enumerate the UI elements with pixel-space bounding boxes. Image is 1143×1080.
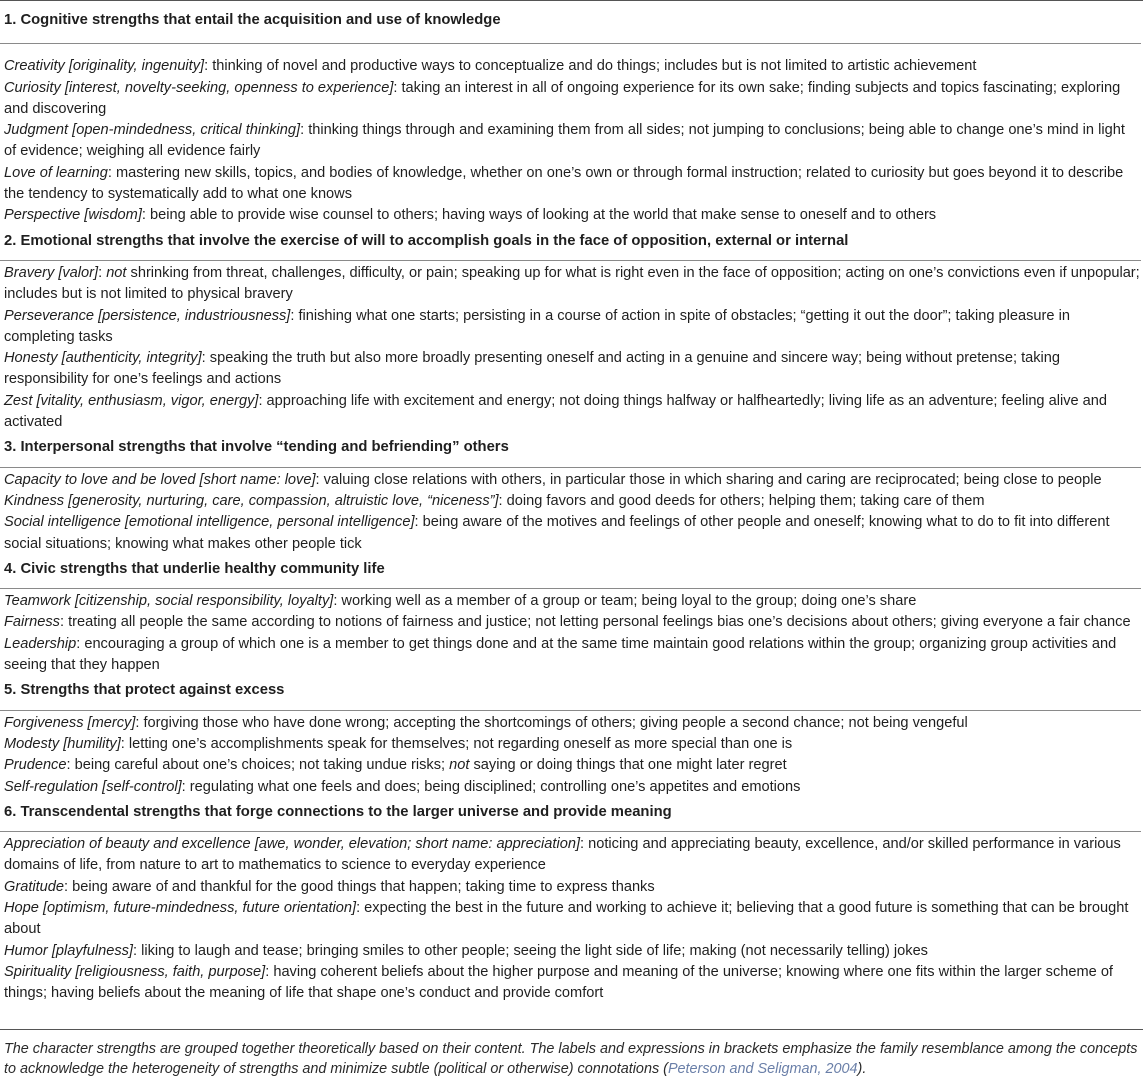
- strength-entry: [4, 634, 1141, 677]
- strength-name: Hope: [4, 899, 39, 916]
- strength-entry: [4, 713, 1141, 734]
- strength-description: : liking to laugh and tease; bringing smiles to other people; seeing the light side of life; making (not necessarily telling) jokes: [132, 942, 928, 959]
- strength-description: : valuing close relations with others, in particular those in which sharing and caring are reciprocated; being close to people: [315, 471, 1102, 488]
- strength-aliases: [vitality, enthusiasm, vigor, energy]: [32, 392, 259, 409]
- strength-entry: [4, 120, 1141, 163]
- footnote-text: The character strengths are grouped together theoretically based on their content. The labels and expressions in brackets emphasize the family resemblance among the concepts to acknowledge the heterogeneity of strengths and minimize subtle (political or otherwise) connotations (: [4, 1041, 1138, 1077]
- strength-entry: [4, 591, 1141, 612]
- strength-entry: [4, 263, 1141, 306]
- strength-description: : speaking the truth but also more broadly presenting oneself and acting in a genuine and sincere way; being without pretense; taking responsibility for one’s feelings and actions: [4, 350, 1061, 388]
- strength-entry: [4, 898, 1141, 941]
- strength-entry: [4, 777, 1141, 798]
- strength-section: [4, 678, 1141, 799]
- footnote-end: ).: [857, 1061, 867, 1077]
- strength-description: : being aware of and thankful for the good things that happen; taking time to express thanks: [64, 878, 655, 895]
- strength-entry: [4, 348, 1141, 391]
- strength-section: [4, 0, 1141, 229]
- strength-aliases: [short name: love]: [195, 471, 316, 488]
- strength-name: Zest: [4, 392, 33, 409]
- strength-description-lead: :: [98, 264, 107, 281]
- strength-entry: [4, 612, 1141, 633]
- strength-name: Teamwork: [4, 593, 71, 610]
- strength-name: Fairness: [4, 614, 60, 631]
- strength-description: : doing favors and good deeds for others; helping them; taking care of them: [498, 492, 985, 509]
- strength-entry: [4, 734, 1141, 755]
- character-strengths-table: [4, 0, 1141, 1006]
- strength-aliases: [interest, novelty-seeking, openness to experience]: [60, 79, 394, 96]
- strength-name: Modesty: [4, 735, 60, 752]
- strength-section: [4, 229, 1141, 436]
- section-heading: 3. Interpersonal strengths that involve “tending and befriending” others: [0, 435, 1141, 467]
- section-heading: 4. Civic strengths that underlie healthy community life: [0, 557, 1141, 589]
- strength-aliases: [mercy]: [83, 714, 136, 731]
- strength-aliases: [optimism, future-mindedness, future orientation]: [38, 899, 357, 916]
- strength-aliases: [authenticity, integrity]: [57, 350, 202, 367]
- strength-name: Kindness: [4, 492, 65, 509]
- strength-name: Spirituality: [4, 963, 72, 980]
- strength-aliases: [awe, wonder, elevation; short name: appreciation]: [250, 836, 581, 853]
- strength-description-lead: : being careful about one’s choices; not taking undue risks;: [66, 757, 450, 774]
- section-items: [4, 832, 1141, 1006]
- strength-description: : regulating what one feels and does; being disciplined; controlling one’s appetites and emotions: [181, 778, 801, 795]
- strength-name: Judgment: [4, 122, 69, 139]
- section-items: [4, 261, 1141, 435]
- strength-aliases: [humility]: [59, 735, 121, 752]
- strength-description: : having coherent beliefs about the higher purpose and meaning of the universe; knowing where one fits within the larger scheme of things; having beliefs about the meaning of life that shape one’s conduct and provide comfort: [4, 963, 1113, 1002]
- strength-description: : noticing and appreciating beauty, excellence, and/or skilled performance in various domains of life, from nature to art to mathematics to science to everyday experience: [4, 836, 1121, 874]
- strength-aliases: [originality, ingenuity]: [64, 58, 205, 75]
- strength-name: Bravery: [4, 264, 55, 281]
- strength-name: Perseverance: [4, 307, 95, 324]
- strength-aliases: [emotional intelligence, personal intelligence]: [120, 514, 415, 531]
- strength-description: : expecting the best in the future and working to achieve it; believing that a good future is something that can be brought about: [4, 899, 1129, 938]
- strength-entry: [4, 56, 1141, 77]
- strength-name: Curiosity: [4, 79, 61, 96]
- strength-entry: [4, 962, 1141, 1005]
- strength-name: Forgiveness: [4, 714, 84, 731]
- strength-entry: [4, 512, 1141, 555]
- strength-entry: [4, 78, 1141, 121]
- strength-name: Humor: [4, 942, 48, 959]
- strength-name: Appreciation of beauty and excellence: [4, 836, 251, 853]
- strength-description: : mastering new skills, topics, and bodies of knowledge, whether on one’s own or through formal instruction; related to curiosity but goes beyond it to describe the tendency to systematically add to what one knows: [4, 164, 1124, 203]
- strength-name: Love of learning: [4, 164, 108, 181]
- strength-description: : encouraging a group of which one is a member to get things done and at the same time maintain good relations within the group; organizing group activities and seeing that they happen: [4, 635, 1117, 674]
- section-items: [4, 468, 1141, 557]
- strength-description: : approaching life with excitement and energy; not doing things halfway or halfheartedly; living life as an adventure; feeling alive and activated: [4, 392, 1108, 431]
- strength-description-emphasis: not: [106, 264, 127, 281]
- strength-name: Perspective: [4, 207, 81, 224]
- strength-description: : thinking things through and examining them from all sides; not jumping to conclusions; being able to change one’s mind in light of evidence; weighing all evidence fairly: [4, 122, 1125, 160]
- strength-aliases: [wisdom]: [80, 207, 142, 224]
- strength-aliases: [religiousness, faith, purpose]: [71, 963, 266, 980]
- strength-description: : forgiving those who have done wrong; accepting the shortcomings of others; giving people a second chance; not being vengeful: [135, 714, 968, 731]
- strength-aliases: [open-mindedness, critical thinking]: [68, 122, 301, 139]
- section-items: [4, 44, 1141, 228]
- strength-entry: [4, 491, 1141, 512]
- strength-entry: [4, 755, 1141, 776]
- strength-entry: [4, 834, 1141, 877]
- strength-entry: [4, 470, 1141, 491]
- strength-name: Gratitude: [4, 878, 65, 895]
- strength-aliases: [citizenship, social responsibility, loyalty]: [70, 593, 334, 610]
- section-heading: 2. Emotional strengths that involve the exercise of will to accomplish goals in the face of opposition, external or internal: [0, 229, 1141, 261]
- strength-section: [4, 557, 1141, 678]
- strength-entry: [4, 391, 1141, 434]
- strength-section: [4, 800, 1141, 1007]
- footnote-citation-link[interactable]: Peterson and Seligman, 2004: [667, 1061, 858, 1077]
- strength-entry: [4, 163, 1141, 206]
- strength-aliases: [self-control]: [98, 778, 182, 795]
- strength-description: : being able to provide wise counsel to others; having ways of looking at the world that make sense to oneself and to others: [141, 207, 937, 224]
- strength-aliases: [playfulness]: [47, 942, 133, 959]
- strength-name: Creativity: [4, 58, 65, 75]
- strength-description: shrinking from threat, challenges, difficulty, or pain; speaking up for what is right even in the face of opposition; acting on one’s convictions even if unpopular; includes but is not limited to physical bravery: [4, 264, 1140, 303]
- strength-name: Leadership: [4, 635, 77, 652]
- strength-description-emphasis: not: [449, 757, 470, 774]
- strength-entry: [4, 877, 1141, 898]
- strength-description: saying or doing things that one might later regret: [469, 757, 787, 774]
- strength-entry: [4, 941, 1141, 962]
- strength-description: : taking an interest in all of ongoing experience for its own sake; finding subjects and topics fascinating; exploring and discovering: [4, 79, 1121, 117]
- strength-description: : thinking of novel and productive ways to conceptualize and do things; includes but is not limited to artistic achievement: [204, 58, 977, 75]
- strength-name: Social intelligence: [4, 514, 121, 531]
- strength-description: : being aware of the motives and feelings of other people and oneself; knowing what to do to fit into different social situations; knowing what makes other people tick: [4, 514, 1110, 552]
- section-items: [4, 589, 1141, 678]
- table-footnote: [4, 1039, 1141, 1079]
- strength-entry: [4, 306, 1141, 349]
- section-heading: 5. Strengths that protect against excess: [0, 678, 1141, 710]
- section-items: [4, 711, 1141, 800]
- strength-name: Prudence: [4, 757, 67, 774]
- strength-description: : finishing what one starts; persisting in a course of action in spite of obstacles; “getting it out the door”; taking pleasure in completing tasks: [4, 307, 1070, 345]
- strength-name: Honesty: [4, 350, 58, 367]
- strength-description: : treating all people the same according to notions of fairness and justice; not letting personal feelings bias one’s decisions about others; giving everyone a fair chance: [59, 614, 1131, 631]
- strength-name: Self-regulation: [4, 778, 99, 795]
- section-heading: 1. Cognitive strengths that entail the acquisition and use of knowledge: [0, 0, 1141, 44]
- strength-entry: [4, 205, 1141, 226]
- strength-description: : working well as a member of a group or team; being loyal to the group; doing one’s share: [333, 593, 917, 610]
- strength-description: : letting one’s accomplishments speak for themselves; not regarding oneself as more special than one is: [120, 735, 793, 752]
- strength-aliases: [generosity, nurturing, care, compassion, altruistic love, “niceness”]: [64, 492, 499, 509]
- strength-name: Capacity to love and be loved: [4, 471, 196, 488]
- section-heading: 6. Transcendental strengths that forge connections to the larger universe and provide meaning: [0, 800, 1141, 832]
- strength-section: [4, 435, 1141, 556]
- table-bottom-rule: [0, 1029, 1143, 1030]
- strength-aliases: [persistence, industriousness]: [94, 307, 291, 324]
- strength-aliases: [valor]: [54, 264, 99, 281]
